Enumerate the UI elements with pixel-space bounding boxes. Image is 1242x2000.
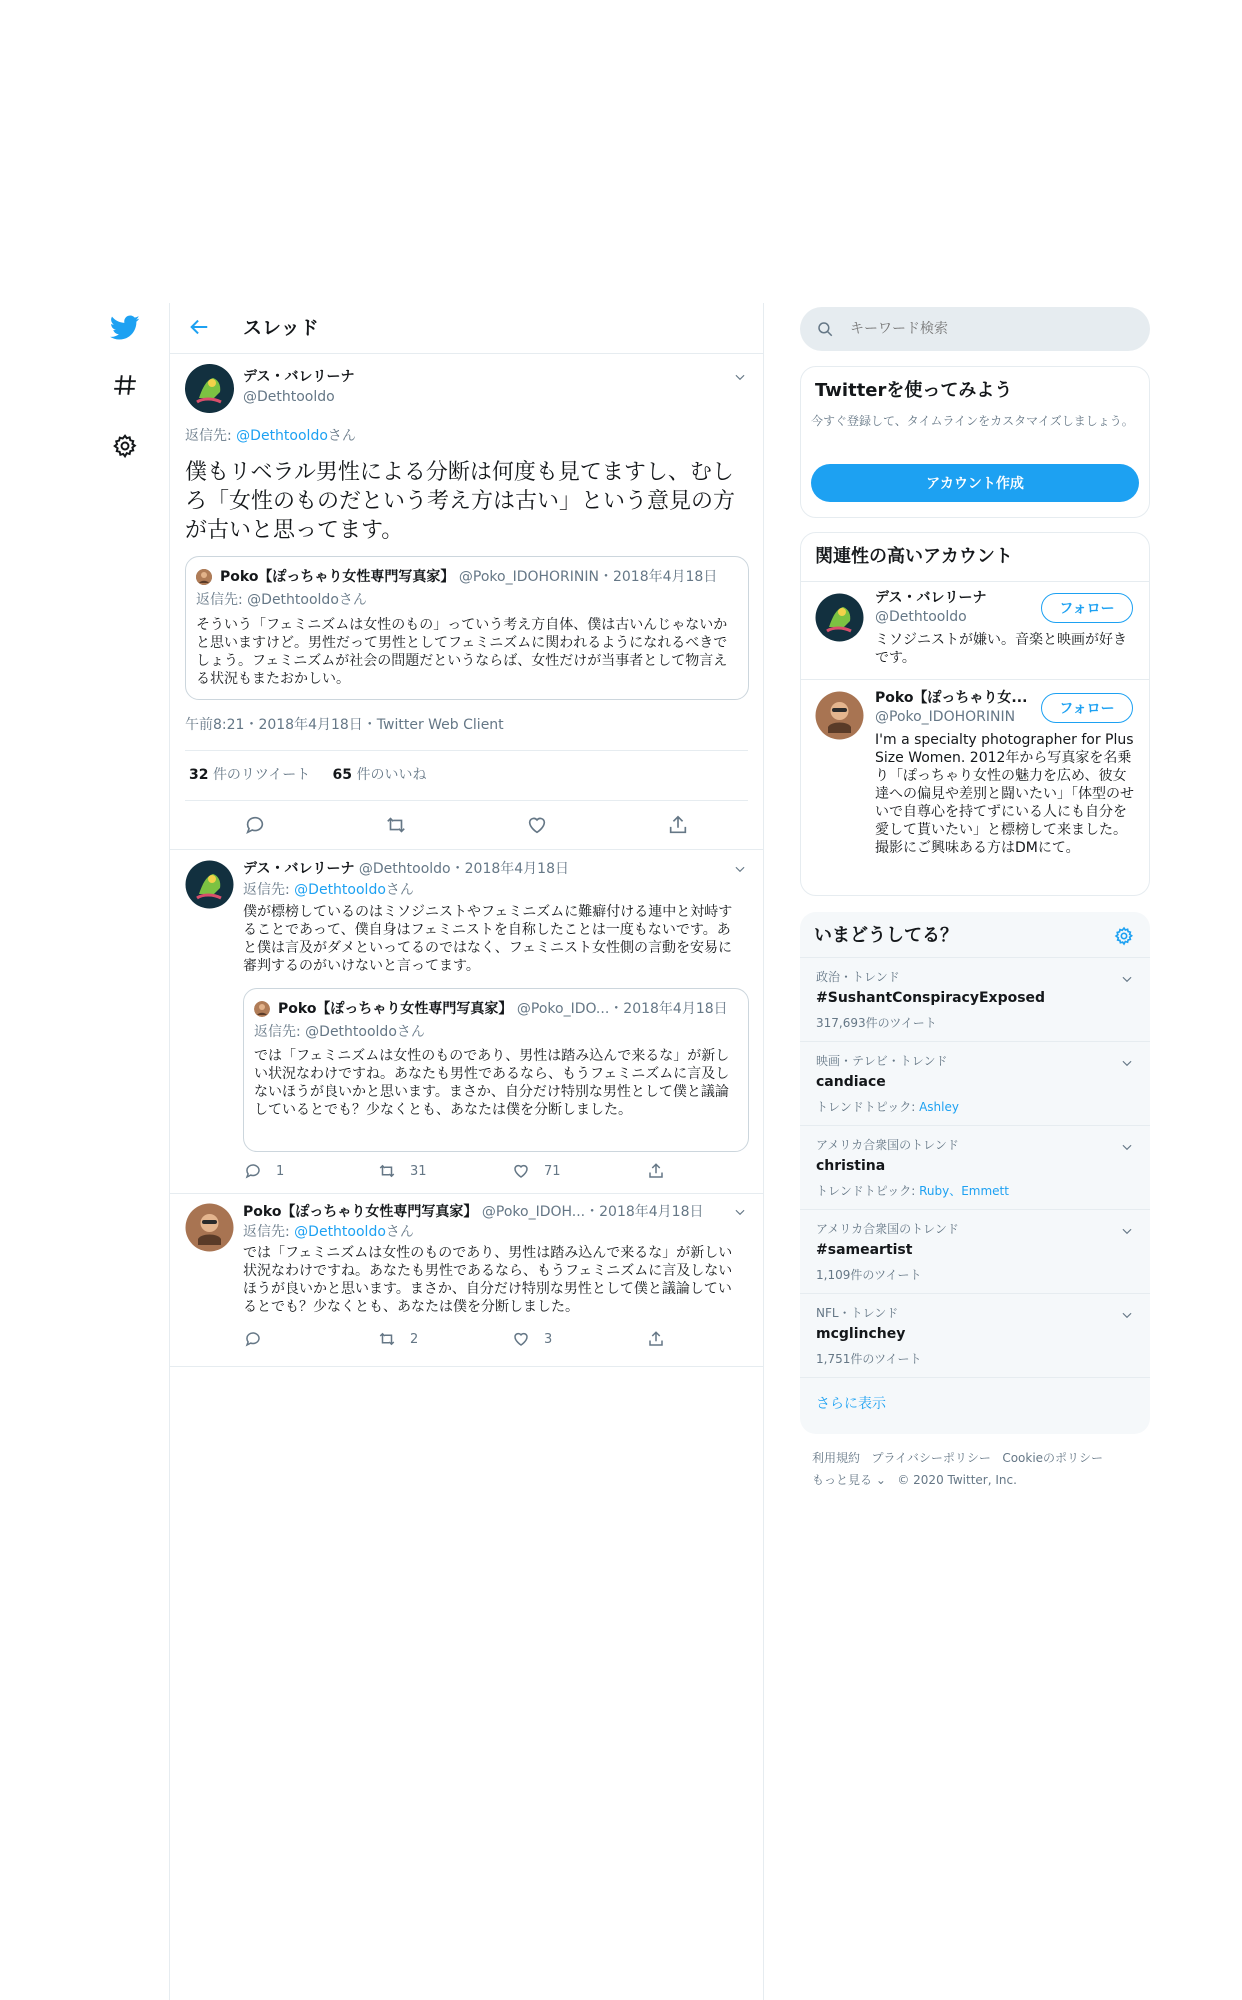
divider: [801, 581, 1149, 582]
back-arrow-icon[interactable]: [188, 316, 214, 342]
reply-icon[interactable]: [244, 814, 266, 840]
like-action[interactable]: [512, 1162, 561, 1180]
quote-author-name: Poko【ぽっちゃり女性専門写真家】: [220, 569, 455, 585]
author-handle[interactable]: @Poko_IDOH...: [481, 1204, 586, 1220]
like-count: 3: [544, 1331, 553, 1347]
chevron-down-icon[interactable]: [1120, 1140, 1134, 1154]
trend-meta: [816, 1350, 922, 1367]
reply-mention-link[interactable]: @Dethtooldo: [236, 428, 328, 444]
trend-meta: [816, 1014, 937, 1031]
avatar[interactable]: [185, 364, 234, 413]
reply-header: [243, 860, 723, 878]
avatar[interactable]: [185, 1203, 234, 1252]
chevron-down-icon[interactable]: [1120, 972, 1134, 986]
share-icon[interactable]: [647, 1162, 665, 1184]
avatar[interactable]: [185, 860, 234, 909]
trend-item[interactable]: [800, 1125, 1150, 1209]
tweet-timestamp[interactable]: 午前8:21・2018年4月18日・Twitter Web Client: [185, 717, 504, 733]
twitter-logo-icon[interactable]: [103, 306, 147, 350]
tweet-text: 僕が標榜しているのはミソジニストやフェミニズムに難癖付ける連中と対峙することであって、僕自身はフェミニストを自称したことは一度もないです。あと僕は言及がダメといってるのではなく、フェミニスト女性側の言動を安易に審判するのがいけないと言ってます。: [243, 904, 733, 974]
retweet-count: 31: [410, 1163, 427, 1179]
reply-suffix: さん: [385, 882, 414, 898]
divider: [170, 1366, 763, 1367]
hash-icon[interactable]: [103, 363, 147, 407]
trend-meta: [816, 1266, 922, 1283]
avatar[interactable]: [815, 691, 864, 740]
quoted-tweet[interactable]: [185, 556, 749, 700]
follow-button[interactable]: フォロー: [1041, 693, 1133, 723]
main-column-right-border: [763, 303, 764, 2000]
retweet-count[interactable]: 32: [189, 767, 209, 783]
divider: [185, 750, 748, 751]
quote-reply-context: 返信先: @Dethtooldoさん: [254, 1024, 425, 1040]
chevron-down-icon[interactable]: [1120, 1308, 1134, 1322]
show-more-link[interactable]: さらに表示: [816, 1396, 886, 1412]
chevron-down-icon[interactable]: [1120, 1056, 1134, 1070]
retweet-count: 2: [410, 1331, 419, 1347]
more-link[interactable]: もっと見る: [812, 1473, 873, 1487]
tweet-date[interactable]: ・2018年4月18日: [585, 1204, 704, 1220]
trend-name: mcglinchey: [816, 1326, 906, 1342]
quote-author-name: Poko【ぽっちゃり女性専門写真家】: [278, 1001, 513, 1017]
chevron-down-icon[interactable]: [733, 369, 749, 385]
tweet-text: では「フェミニズムは女性のものであり、男性は踏み込んで来るな」が新しい状況なわけですね。あなたも男性であるなら、もうフェミニズムに言及しないほうが良いかと思います。まさか、自分だけ特別な男性として僕と議論しているとでも？少なくとも、あなたは僕を分断しました。: [243, 1245, 733, 1315]
trend-item[interactable]: [800, 1041, 1150, 1125]
quote-text: では「フェミニズムは女性のものであり、男性は踏み込んで来るな」が新しい状況なわけですね。あなたも男性であるなら、もうフェミニズムに言及しないほうが良いかと思います。まさか、自分だけ特別な男性として僕と議論しているとでも？少なくとも、あなたは僕を分断しました。: [254, 1048, 730, 1118]
trend-item[interactable]: [800, 1209, 1150, 1293]
chevron-down-icon[interactable]: [733, 1204, 749, 1220]
retweet-icon[interactable]: [378, 1330, 396, 1348]
search-box[interactable]: [800, 307, 1150, 351]
divider: [170, 1193, 763, 1194]
reply-context: [243, 881, 414, 899]
reply-icon[interactable]: [244, 1162, 262, 1180]
trend-name: #sameartist: [816, 1242, 913, 1258]
reply-suffix: さん: [385, 1224, 414, 1240]
account-name[interactable]: デス・バレリーナ: [875, 590, 987, 606]
account-bio: ミソジニストが嫌い。音楽と映画が好きです。: [875, 632, 1127, 666]
reply-icon[interactable]: [244, 1330, 262, 1348]
trend-meta: [816, 1182, 1009, 1199]
reply-action[interactable]: [244, 1162, 284, 1180]
retweet-action[interactable]: [378, 1330, 418, 1348]
avatar: [254, 1001, 270, 1017]
reply-action[interactable]: [244, 1330, 276, 1348]
share-icon[interactable]: [667, 814, 689, 840]
related-title: 関連性の高いアカウント: [815, 546, 1013, 567]
trend-item[interactable]: [800, 957, 1150, 1041]
trend-meta-text: 317,693件のツイート: [816, 1016, 937, 1030]
retweet-action[interactable]: [378, 1162, 427, 1180]
signup-title: Twitterを使ってみよう: [815, 380, 1013, 401]
copyright: © 2020 Twitter, Inc.: [897, 1473, 1017, 1487]
trend-name: #SushantConspiracyExposed: [816, 990, 1046, 1006]
tweet-text: 僕もリベラル男性による分断は何度も見てますし、むしろ「女性のものだという考え方は古い」という意見の方が古いと思ってます。: [185, 460, 736, 543]
follow-button[interactable]: フォロー: [1041, 593, 1133, 623]
trend-meta-text: 1,109件のツイート: [816, 1268, 922, 1282]
trend-item[interactable]: [800, 1293, 1150, 1377]
divider: [800, 1377, 1150, 1378]
trend-name: candiace: [816, 1074, 886, 1090]
reply-context: [185, 427, 356, 445]
related-accounts-card: [800, 532, 1150, 896]
author-name[interactable]: デス・バレリーナ: [243, 369, 355, 385]
trend-meta-text: トレンドトピック:: [816, 1100, 916, 1114]
tweet-date[interactable]: ・2018年4月18日: [450, 861, 569, 877]
author-handle[interactable]: @Dethtooldo: [358, 861, 451, 877]
reply-suffix: さん: [327, 428, 356, 444]
trend-topic-link[interactable]: Ashley: [919, 1100, 959, 1114]
reply-header: [243, 1203, 723, 1221]
trend-category: NFL・トレンド: [816, 1306, 899, 1320]
account-bio: I'm a specialty photographer for Plus Size Women. 2012年から写真家を名乗り「ぽっちゃり女性の魅力を広め、彼女達への偏見や差別と闘いたい」「体型のせいで自尊心を持てずにいる人にも自分を愛して貰いたい」と標榜して来ました。 撮影にご興味ある方はDMにて。: [875, 732, 1134, 856]
avatar: [196, 569, 212, 585]
trend-meta-text: 1,751件のツイート: [816, 1352, 922, 1366]
quote-header: [278, 1000, 743, 1018]
account-name[interactable]: Poko【ぽっちゃり女...: [875, 690, 1028, 706]
quote-header: [220, 568, 740, 586]
author-name[interactable]: Poko【ぽっちゃり女性専門写真家】: [243, 1204, 478, 1220]
divider: [185, 800, 748, 801]
quote-date: ・2018年4月18日: [609, 1001, 728, 1017]
author-name[interactable]: デス・バレリーナ: [243, 861, 355, 877]
footer-links: [812, 1447, 1152, 1491]
quote-author-handle: @Poko_IDO...: [516, 1001, 610, 1017]
page-title: スレッド: [243, 317, 319, 339]
quote-author-handle: @Poko_IDOHORININ: [458, 569, 599, 585]
share-icon[interactable]: [647, 1330, 665, 1352]
terms-link[interactable]: 利用規約: [812, 1451, 861, 1465]
divider: [801, 679, 1149, 680]
author-handle[interactable]: @Dethtooldo: [243, 389, 335, 405]
signup-description: 今すぐ登録して、タイムラインをカスタマイズしましょう。: [811, 414, 1134, 428]
tweet-stats: [189, 766, 426, 784]
account-handle[interactable]: @Poko_IDOHORININ: [875, 709, 1016, 725]
search-input[interactable]: [850, 317, 1130, 341]
retweet-label[interactable]: 件のリツイート: [212, 767, 311, 783]
trend-meta: [816, 1098, 959, 1115]
reply-prefix: 返信先:: [243, 882, 290, 898]
trend-category: 映画・テレビ・トレンド: [816, 1054, 948, 1068]
like-icon[interactable]: [512, 1162, 530, 1180]
header-divider: [170, 353, 763, 354]
reply-mention-link[interactable]: @Dethtooldo: [294, 882, 386, 898]
chevron-down-icon[interactable]: [1120, 1224, 1134, 1238]
quote-reply-context: 返信先: @Dethtooldoさん: [196, 592, 367, 608]
quote-text: そういう「フェミニズムは女性のもの」っていう考え方自体、僕は古いんじゃないかと思いますけど。男性だって男性としてフェミニズムに関われるようになれるべきでしょう。フェミニズムが社会の問題だというならば、女性だけが当事者として物言える状況もまたおかしい。: [196, 617, 728, 687]
retweet-icon[interactable]: [385, 814, 407, 840]
privacy-link[interactable]: プライバシーポリシー: [871, 1451, 991, 1465]
trends-title: いまどうしてる？: [814, 925, 958, 946]
trend-meta-text: トレンドトピック:: [816, 1184, 916, 1198]
trend-name: christina: [816, 1158, 886, 1174]
account-handle[interactable]: @Dethtooldo: [875, 609, 967, 625]
avatar[interactable]: [815, 593, 864, 642]
quoted-tweet[interactable]: [243, 988, 749, 1152]
signup-card: [800, 366, 1150, 518]
chevron-down-icon[interactable]: [733, 861, 749, 877]
like-icon[interactable]: [526, 814, 548, 840]
main-column-left-border: [169, 303, 170, 2000]
like-count[interactable]: 65: [332, 767, 352, 783]
divider: [170, 849, 763, 850]
chevron-down-icon[interactable]: ⌄: [872, 1473, 886, 1487]
like-label[interactable]: 件のいいね: [356, 767, 427, 783]
like-action[interactable]: [512, 1330, 552, 1348]
trend-category: 政治・トレンド: [816, 970, 900, 984]
trend-category: アメリカ合衆国のトレンド: [816, 1138, 959, 1152]
reply-prefix: 返信先:: [185, 428, 232, 444]
trends-card: [800, 912, 1150, 1434]
search-icon: [816, 320, 834, 338]
quote-date: ・2018年4月18日: [598, 569, 718, 585]
gear-icon[interactable]: [103, 424, 147, 468]
reply-mention-link[interactable]: @Dethtooldo: [294, 1224, 386, 1240]
create-account-button[interactable]: アカウント作成: [811, 464, 1139, 502]
reply-context: [243, 1223, 414, 1241]
gear-icon[interactable]: [1114, 926, 1134, 946]
retweet-icon[interactable]: [378, 1162, 396, 1180]
like-count: 71: [544, 1163, 561, 1179]
trend-topic-link[interactable]: Ruby、Emmett: [919, 1184, 1009, 1198]
reply-prefix: 返信先:: [243, 1224, 290, 1240]
reply-count: 1: [276, 1163, 285, 1179]
like-icon[interactable]: [512, 1330, 530, 1348]
cookie-link[interactable]: Cookieのポリシー: [1002, 1451, 1104, 1465]
trend-category: アメリカ合衆国のトレンド: [816, 1222, 959, 1236]
